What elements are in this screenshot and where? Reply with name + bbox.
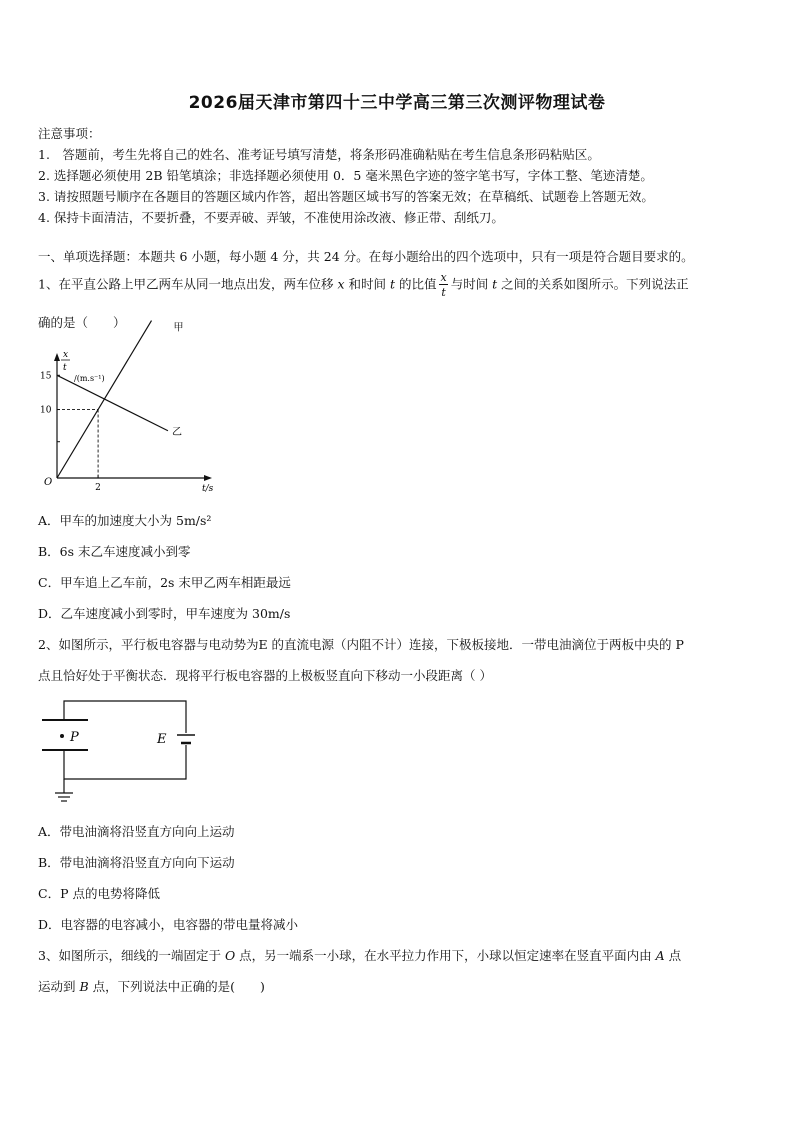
oil-droplet [60, 734, 64, 738]
notice-item-2: 2. 选择题必须使用 2B 铅笔填涂；非选择题必须使用 0．5 毫米黑色字迹的签字笔书写，字体工整、笔迹清楚。 [38, 168, 653, 183]
x-axis-label: t/s [202, 484, 214, 494]
series-line-yi [57, 375, 168, 430]
page-title: 2026届天津市第四十三中学高三第三次测评物理试卷 [188, 93, 606, 113]
q2-option-c: C．P 点的电势将降低 [38, 886, 160, 901]
label-e: E [157, 732, 167, 747]
question-2-stem-line2: 点且恰好处于平衡状态．现将平行板电容器的上极板竖直向下移动一小段距离（ ） [38, 668, 492, 683]
notice-item-4: 4. 保持卡面清洁，不要折叠，不要弄破、弄皱，不准使用涂改液、修正带、刮纸刀。 [38, 210, 504, 225]
notice-heading: 注意事项： [38, 126, 101, 141]
y-tick-label-15: 15 [40, 371, 52, 382]
section-heading: 一、单项选择题：本题共 6 小题，每小题 4 分，共 24 分。在每小题给出的四个选项中，只有一项是符合题目要求的。 [38, 249, 694, 264]
y-axis-arrow [54, 353, 60, 361]
x-axis-arrow [204, 475, 212, 481]
question-1-stem: 1、在平直公路上甲乙两车从同一地点出发，两车位移 x 和时间 t 的比值 $\frac{x}{t}$ 与时间 t 之间的关系如图所示。下列说法正 [38, 271, 689, 299]
y-tick-label-10: 10 [40, 405, 52, 416]
question-1-stem-line2: 确的是（ ） [38, 315, 126, 330]
q2-option-a: A．带电油滴将沿竖直方向向上运动 [38, 824, 235, 839]
q2-option-d: D．电容器的电容减小，电容器的带电量将减小 [38, 917, 299, 932]
series-label-jia: 甲 [173, 322, 184, 334]
question-3-stem: 3、如图所示，细线的一端固定于 O 点，另一端系一小球，在水平拉力作用下，小球以恒定速率在竖直平面内由 A 点 [38, 948, 682, 963]
q1-option-c: C．甲车追上乙车前，2s 末甲乙两车相距最远 [38, 575, 291, 590]
y-label-denominator: t [63, 363, 67, 373]
label-p: P [70, 730, 79, 745]
circuit-wire [64, 701, 186, 733]
q1-option-a: A．甲车的加速度大小为 5m/s² [38, 513, 212, 528]
q2-option-b: B．带电油滴将沿竖直方向向下运动 [38, 855, 235, 870]
notice-item-3: 3. 请按照题号顺序在各题目的答题区域内作答，超出答题区域书写的答案无效；在草稿纸、试题卷上答题无效。 [38, 189, 654, 204]
q1-option-b: B．6s 末乙车速度减小到零 [38, 544, 191, 559]
question-3-stem-line2: 运动到 B 点，下列说法中正确的是( ) [38, 979, 265, 994]
y-unit: /(m.s⁻¹) [74, 374, 105, 383]
x-tick-label-2: 2 [95, 483, 101, 493]
capacitor-circuit-diagram [36, 693, 206, 808]
notice-item-1: 1. 答题前，考生先将自己的姓名、准考证号填写清楚，将条形码准确粘贴在考生信息条形码粘贴区。 [38, 147, 600, 162]
y-label-numerator: x [63, 350, 69, 360]
fraction-x-over-t: $\frac{x}{t}$ [440, 271, 447, 299]
question-2-stem: 2、如图所示，平行板电容器与电动势为E 的直流电源（内阻不计）连接，下极板接地．一带电油滴位于两板中央的 P [38, 637, 684, 652]
origin-label: O [44, 477, 53, 488]
series-label-yi: 乙 [171, 426, 182, 438]
q1-option-d: D．乙车速度减小到零时，甲车速度为 30m/s [38, 606, 291, 621]
